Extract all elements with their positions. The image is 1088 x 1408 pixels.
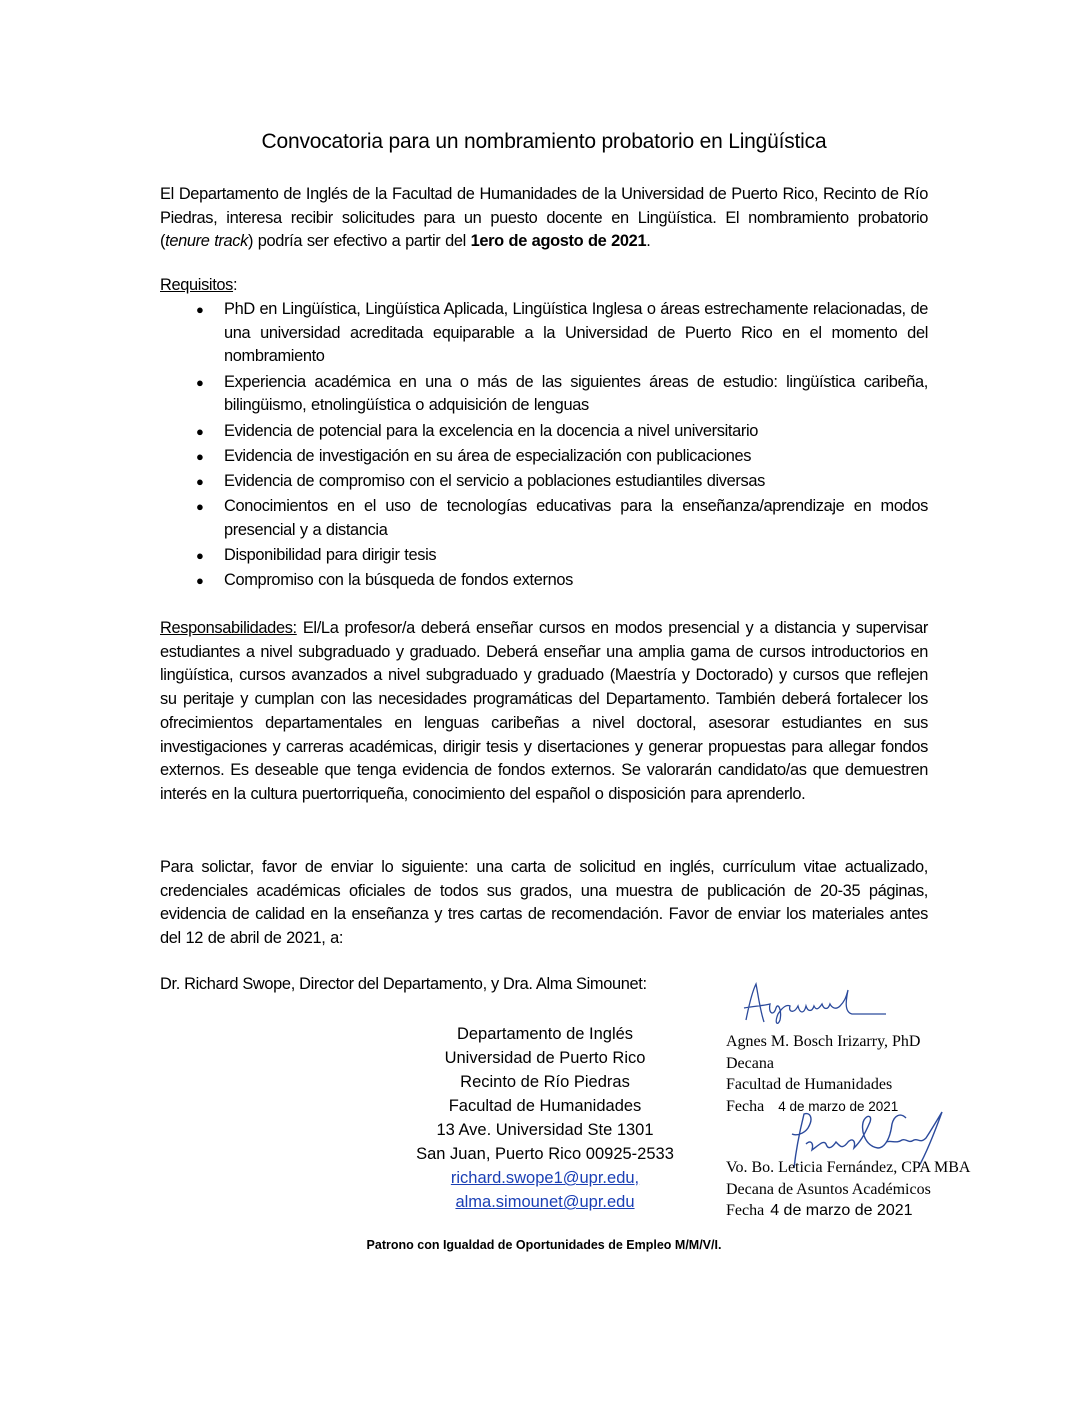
dean-approval-humanities: [726, 1031, 920, 1117]
requirement-text: Evidencia de compromiso con el servicio a poblaciones estudiantiles diversas: [224, 471, 765, 490]
dean-approval-academic-affairs: [726, 1157, 970, 1222]
bullet-icon: ●: [196, 302, 204, 317]
address-line: Recinto de Río Piedras: [460, 1073, 630, 1091]
start-date: 1ero de agosto de 2021: [470, 232, 647, 251]
requirement-item: [160, 569, 928, 593]
intro-text: El Departamento de Inglés de la Facultad de Humanidades de la Universidad de Puerto Rico, Recinto de Río Piedras, interesa recibir solicitudes para un puesto docente en Lingüística. El nombramiento probatorio (: [160, 185, 928, 251]
requirements-heading: [160, 274, 928, 298]
intro-period: .: [646, 232, 651, 251]
requirements-heading-text: Requisitos: [160, 276, 234, 294]
address-line: 13 Ave. Universidad Ste 1301: [436, 1121, 654, 1139]
intro-paragraph: [160, 183, 928, 254]
requirements-heading-colon: :: [233, 276, 238, 294]
approval-date: 4 de marzo de 2021: [778, 1098, 899, 1114]
requirement-item: [160, 298, 928, 369]
dean-unit: Facultad de Humanidades: [726, 1076, 893, 1093]
requirement-item: [160, 420, 928, 444]
responsibilities-text: El/La profesor/a deberá enseñar cursos en modos presencial y a distancia y supervisar estudiantes a nivel subgraduado y graduado. Deberá enseñar una amplia gama de cursos introductorios en lingüística, cursos avanzados a nivel subgraduado y graduado (Maestría y Doctorado) y cursos que reflejen su peritaje y cumplan con las necesidades programáticas del Departamento. También deberá fortalecer los ofrecimientos departamentales en lenguas caribeñas a nivel doctoral, asesorar estudiantes en sus investigaciones y carreras académicas, dirigir tesis y disertaciones y generar propuestas para allegar fondos externos. Es deseable que tenga evidencia de fondos externos. Se valorarán candidato/as que demuestren interés en la cultura puertorriqueña, conocimiento del español o disposición para aprenderlo.: [160, 619, 928, 803]
address-line: San Juan, Puerto Rico 00925-2533: [416, 1145, 674, 1163]
dean-title: Decana: [726, 1054, 774, 1072]
address-line: Departamento de Inglés: [456, 1025, 634, 1043]
document-title: Convocatoria para un nombramiento probatorio en Lingüística: [261, 130, 827, 153]
requirement-item: [160, 445, 928, 469]
dean-name: Agnes M. Bosch Irizarry, PhD: [726, 1033, 921, 1050]
requirement-text: PhD en Lingüística, Lingüística Aplicada, Lingüística Inglesa o áreas estrechamente relacionadas, de una universidad acreditada equiparable a la Universidad de Puerto Rico en el momento del nombramiento: [224, 300, 928, 366]
address-line: Facultad de Humanidades: [448, 1097, 642, 1115]
requirement-text: Evidencia de investigación en su área de especialización con publicaciones: [224, 446, 752, 465]
requirements-list: [160, 298, 928, 594]
requirement-text: Evidencia de potencial para la excelencia en la docencia a nivel universitario: [224, 421, 759, 440]
mailing-address: [400, 1022, 690, 1214]
address-line: Universidad de Puerto Rico: [444, 1049, 646, 1067]
responsibilities-heading: Responsabilidades:: [160, 619, 297, 637]
email-link-swope[interactable]: richard.swope1@upr.edu,: [450, 1169, 640, 1187]
responsibilities-paragraph: [160, 617, 928, 807]
date-label: Fecha: [726, 1097, 765, 1115]
intro-italic-term: tenure track: [165, 232, 248, 251]
bullet-icon: ●: [196, 374, 204, 390]
bullet-icon: ●: [196, 423, 204, 439]
bullet-icon: ●: [196, 548, 204, 564]
requirement-item: [160, 470, 928, 494]
requirement-text: Experiencia académica en una o más de las siguientes áreas de estudio: lingüística caribeña, bilingüismo, etnolingüística o adquisición de lenguas: [224, 372, 928, 415]
requirement-item: [160, 371, 928, 418]
date-label: Fecha: [726, 1202, 765, 1219]
bullet-icon: ●: [196, 573, 204, 589]
requirement-text: Disponibilidad para dirigir tesis: [224, 546, 437, 565]
requirement-text: Conocimientos en el uso de tecnologías educativas para la enseñanza/aprendizaje en modos presencial y a distancia: [224, 497, 928, 539]
bullet-icon: ●: [196, 499, 204, 515]
addressee-line: Dr. Richard Swope, Director del Departamento, y Dra. Alma Simounet:: [160, 975, 647, 993]
equal-opportunity-footer: Patrono con Igualdad de Oportunidades de Empleo M/M/V/I.: [366, 1238, 722, 1252]
email-link-simounet[interactable]: alma.simounet@upr.edu: [455, 1193, 635, 1211]
intro-text-continued: ) podría ser efectivo a partir del: [247, 232, 471, 251]
requirement-item: [160, 544, 928, 568]
application-paragraph: Para solictar, favor de enviar lo siguiente: una carta de solicitud en inglés, currículum vitae actualizado, credenciales académicas oficiales de todos sus grados, una muestra de publicación de 20-35 páginas, evidencia de calidad en la enseñanza y tres cartas de recomendación. Favor de enviar los materiales antes del 12 de abril de 2021, a:: [160, 858, 928, 948]
requirement-item: [160, 495, 928, 542]
bullet-icon: ●: [196, 448, 204, 464]
signature-bosch-icon: [740, 980, 890, 1030]
requirement-text: Compromiso con la búsqueda de fondos externos: [224, 571, 573, 590]
approval-date: 4 de marzo de 2021: [770, 1202, 913, 1219]
bullet-icon: ●: [196, 473, 204, 489]
dean-title: Decana de Asuntos Académicos: [726, 1180, 931, 1198]
dean-name: Vo. Bo. Leticia Fernández, CPA MBA: [726, 1159, 971, 1176]
